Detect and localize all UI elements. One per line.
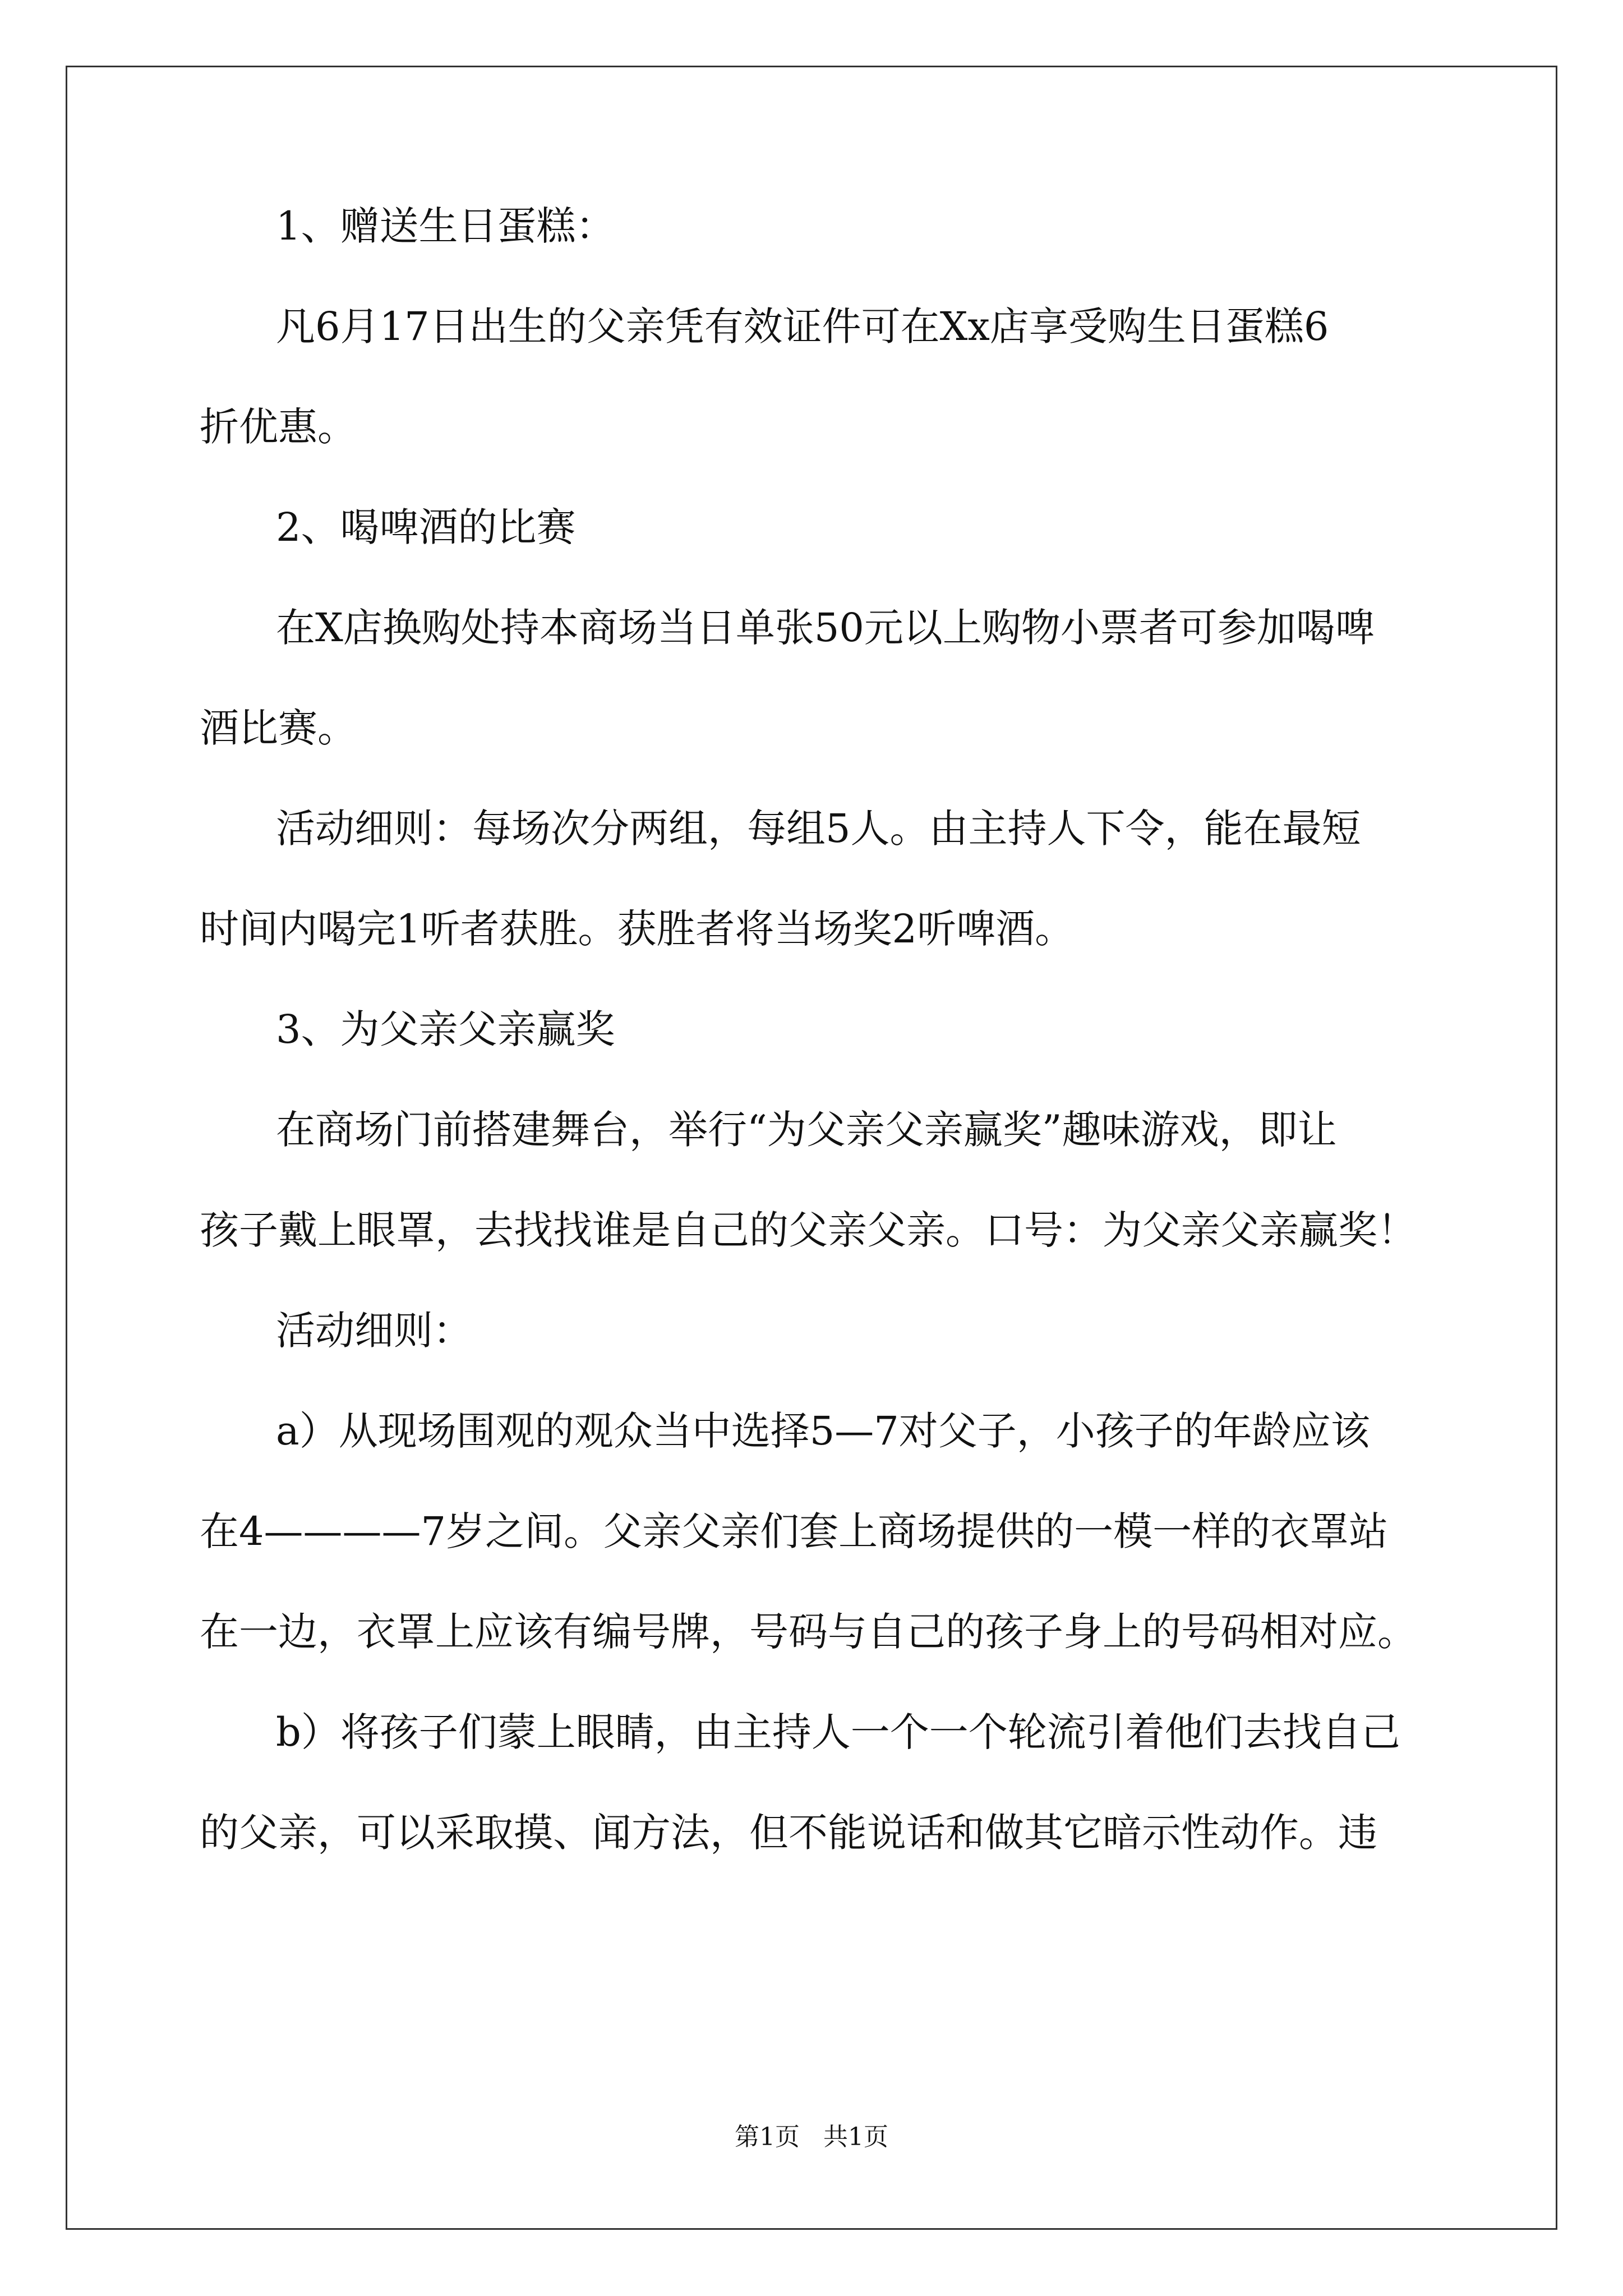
- paragraph-line: 在一边，衣罩上应该有编号牌，号码与自己的孩子身上的号码相对应。: [200, 1609, 1417, 1655]
- paragraph-line: 在4————7岁之间。父亲父亲们套上商场提供的一模一样的衣罩站: [200, 1508, 1389, 1554]
- paragraph-line: 孩子戴上眼罩，去找找谁是自己的父亲父亲。口号：为父亲父亲赢奖！: [200, 1207, 1417, 1253]
- paragraph-line: 的父亲，可以采取摸、闻方法，但不能说话和做其它暗示性动作。违: [200, 1810, 1377, 1856]
- page-footer: 第1页 共1页: [735, 2123, 888, 2151]
- paragraph-line: 时间内喝完1听者获胜。获胜者将当场奖2听啤酒。: [200, 906, 1075, 952]
- section-heading-3: 3、为父亲父亲赢奖: [276, 1006, 615, 1052]
- section-heading-1: 1、赠送生日蛋糕：: [276, 203, 615, 249]
- paragraph-line: 在X店换购处持本商场当日单张50元以上购物小票者可参加喝啤: [276, 605, 1375, 651]
- paragraph-line: 活动细则：: [276, 1308, 472, 1354]
- paragraph-line: 折优惠。: [200, 404, 357, 450]
- section-heading-2: 2、喝啤酒的比赛: [276, 504, 576, 550]
- paragraph-line: 活动细则：每场次分两组，每组5人。由主持人下令，能在最短: [276, 806, 1361, 852]
- paragraph-line: 酒比赛。: [200, 705, 357, 751]
- paragraph-line: a）从现场围观的观众当中选择5—7对父子，小孩子的年龄应该: [276, 1408, 1370, 1454]
- paragraph-line: 凡6月17日出生的父亲凭有效证件可在Xx店享受购生日蛋糕6: [276, 303, 1329, 349]
- paragraph-line: b）将孩子们蒙上眼睛，由主持人一个一个轮流引着他们去找自己: [276, 1709, 1400, 1755]
- paragraph-line: 在商场门前搭建舞台，举行“为父亲父亲赢奖”趣味游戏，即让: [276, 1107, 1337, 1153]
